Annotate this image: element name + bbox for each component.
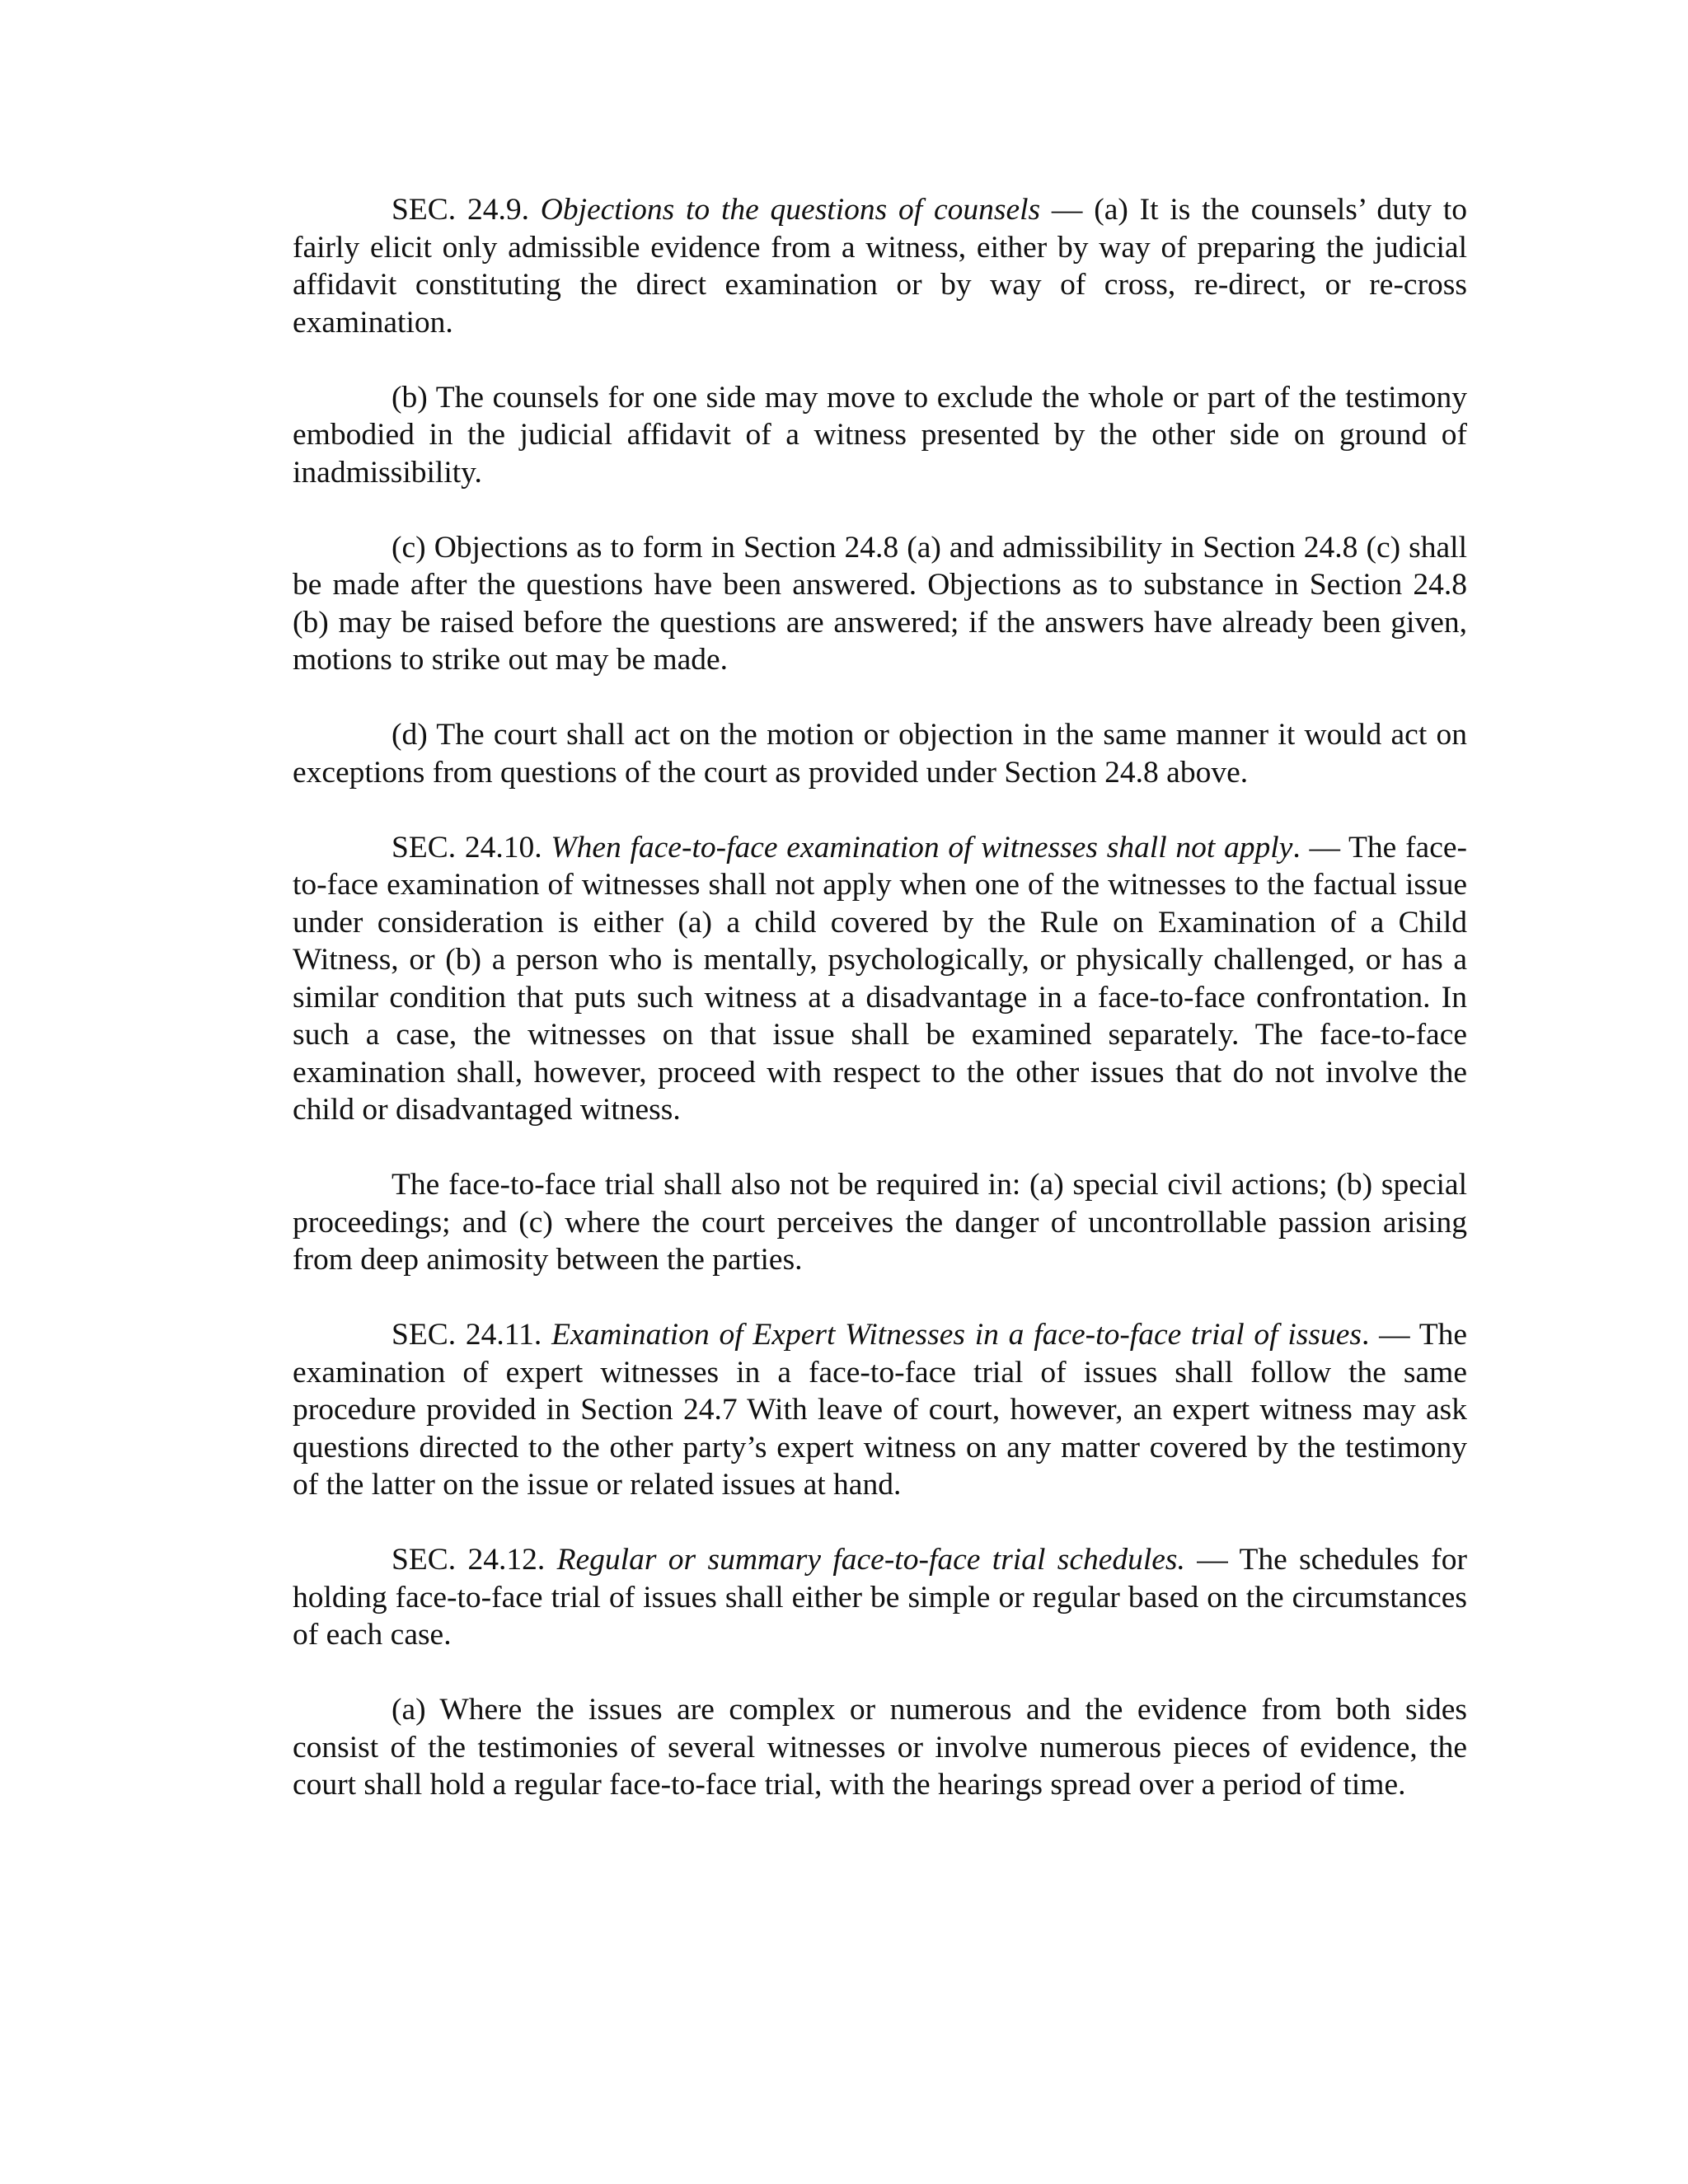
section-24-12-paragraph xyxy=(293,1541,1467,1654)
paragraph-text: (a) Where the issues are complex or numerous and the evidence from both sides consist of the testimonies of several witnesses or involve numerous pieces of evidence, the court shall hold a regular face-to-face trial, with the hearings spread over a period of time. xyxy=(293,1693,1467,1802)
subsection-a-paragraph xyxy=(293,1691,1467,1804)
section-number: SEC. 24.10. xyxy=(392,830,551,865)
section-number: SEC. 24.12. xyxy=(392,1543,557,1577)
subsection-c-paragraph xyxy=(293,529,1467,679)
paragraph-text: The face-to-face trial shall also not be required in: (a) special civil actions; (b) special proceedings; and (c) where the court perceives the danger of uncontrollable passion arising from deep animosity between the parties. xyxy=(293,1168,1467,1277)
section-24-9-paragraph xyxy=(293,191,1467,341)
paragraph-text: (c) Objections as to form in Section 24.8 (a) and admissibility in Section 24.8 (c) shall be made after the questions have been answered. Objections as to substance in Section 24.8 (b) may be raised before the questions are answered; if the answers have already been given, motions to strike out may be made. xyxy=(293,530,1467,677)
paragraph-text: (b) The counsels for one side may move to exclude the whole or part of the testimony embodied in the judicial affidavit of a witness presented by the other side on ground of inadmissibility. xyxy=(293,380,1467,490)
section-heading: Objections to the questions of counsels xyxy=(540,193,1041,227)
section-heading: When face-to-face examination of witnesses shall not apply xyxy=(551,830,1293,865)
subsection-b-paragraph xyxy=(293,379,1467,492)
paragraph-text: — The schedules for holding face-to-face trial of issues shall either be simple or regular based on the circumstances of each case. xyxy=(293,1543,1467,1652)
paragraph-text: (d) The court shall act on the motion or objection in the same manner it would act on exceptions from questions of the court as provided under Section 24.8 above. xyxy=(293,718,1467,790)
paragraph-text: . — The examination of expert witnesses in a face-to-face trial of issues shall follow the same procedure provided in Section 24.7 With leave of court, however, an expert witness may ask questions directed to the other party’s expert witness on any matter covered by the testimony of the latter on the issue or related issues at hand. xyxy=(293,1318,1467,1502)
section-heading: Regular or summary face-to-face trial schedules. xyxy=(556,1543,1185,1577)
section-24-10-paragraph xyxy=(293,829,1467,1129)
paragraph-text: . — The face-to-face examination of witnesses shall not apply when one of the witnesses to the factual issue under consideration is either (a) a child covered by the Rule on Examination of a Child Witness, or (b) a person who is mentally, psychologically, or physically challenged, or has a similar condition that puts such witness at a disadvantage in a face-to-face confrontation. In such a case, the witnesses on that issue shall be examined separately. The face-to-face examination shall, however, proceed with respect to the other issues that do not involve the child or disadvantaged witness. xyxy=(293,830,1467,1127)
face-to-face-exceptions-paragraph xyxy=(293,1166,1467,1279)
subsection-d-paragraph xyxy=(293,716,1467,791)
section-number: SEC. 24.9. xyxy=(392,193,541,227)
document-page xyxy=(293,191,1467,1841)
section-24-11-paragraph xyxy=(293,1316,1467,1504)
section-heading: Examination of Expert Witnesses in a face-to-face trial of issues xyxy=(551,1318,1362,1352)
paragraph-text: — (a) It is the counsels’ duty to fairly elicit only admissible evidence from a witness, either by way of preparing the judicial affidavit constituting the direct examination or by way of cross, re-direct, or re-cross examination. xyxy=(293,193,1467,340)
section-number: SEC. 24.11. xyxy=(392,1318,552,1352)
